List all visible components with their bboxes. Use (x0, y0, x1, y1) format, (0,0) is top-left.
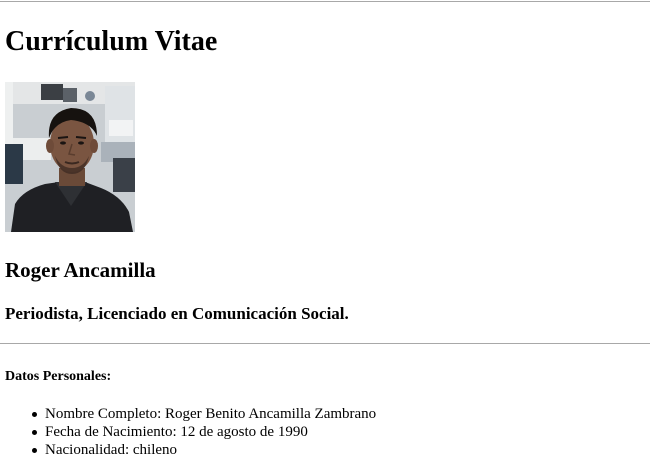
personal-data-heading: Datos Personales: (5, 369, 112, 384)
list-item: Nacionalidad: chileno (45, 441, 376, 459)
person-photo-icon (5, 82, 135, 232)
personal-data-list (5, 405, 376, 459)
top-divider (0, 1, 650, 2)
person-name: Roger Ancamilla (5, 258, 156, 282)
list-item: Nombre Completo: Roger Benito Ancamilla Zambrano (45, 406, 377, 422)
page-title: Currículum Vitae (5, 26, 218, 57)
section-divider (0, 343, 650, 344)
list-item: Fecha de Nacimiento: 12 de agosto de 1990 (45, 423, 376, 441)
profile-photo (5, 82, 135, 232)
profession-headline: Periodista, Licenciado en Comunicación Social. (5, 304, 349, 323)
